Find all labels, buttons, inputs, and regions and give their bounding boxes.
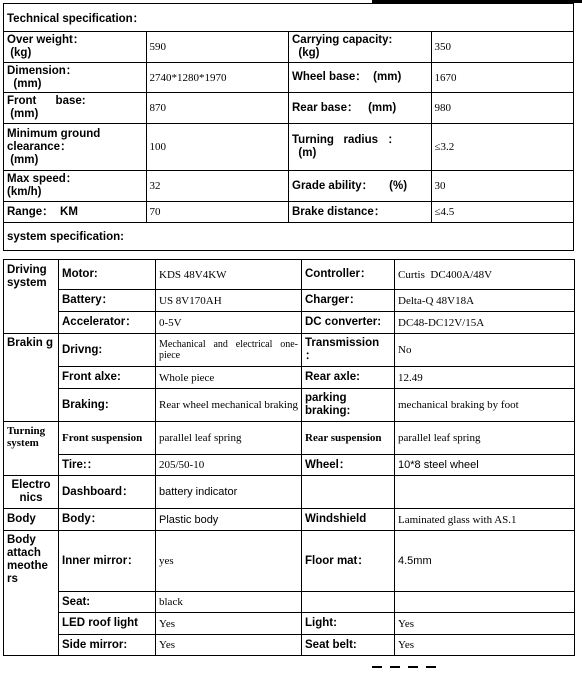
seat-belt-value: Yes bbox=[395, 635, 575, 656]
braking-value: Rear wheel mechanical braking bbox=[156, 389, 302, 422]
parking-braking-label: parking braking: bbox=[302, 389, 395, 422]
wheel-base-value: 1670 bbox=[431, 63, 574, 93]
dimension-value: 2740*1280*1970 bbox=[146, 63, 289, 93]
table-row bbox=[4, 32, 574, 63]
table-row bbox=[4, 531, 575, 592]
system-spec-header: system specification: bbox=[4, 223, 574, 251]
table-row bbox=[4, 312, 575, 334]
motor-value: KDS 48V4KW bbox=[156, 260, 302, 290]
table-row bbox=[4, 592, 575, 613]
grade-ability-label: Grade ability： (%) bbox=[289, 171, 432, 202]
seat-label: Seat: bbox=[59, 592, 156, 613]
empty-cell bbox=[302, 476, 395, 509]
drivng-value: Mechanical and electrical one-piece bbox=[156, 334, 302, 367]
dc-converter-label: DC converter: bbox=[302, 312, 395, 334]
cut-off-footer-marks bbox=[372, 660, 466, 665]
dashboard-label: Dashboard： bbox=[59, 476, 156, 509]
empty-cell bbox=[302, 592, 395, 613]
side-mirror-value: Yes bbox=[156, 635, 302, 656]
system-spec-table bbox=[3, 259, 575, 656]
technical-spec-header: Technical specification： bbox=[4, 4, 574, 32]
empty-cell bbox=[395, 592, 575, 613]
technical-spec-table bbox=[3, 3, 574, 251]
driving-system-group: Driving system bbox=[4, 260, 59, 334]
front-suspension-label: Front suspension bbox=[59, 422, 156, 455]
table-row bbox=[4, 202, 574, 223]
rear-base-value: 980 bbox=[431, 93, 574, 124]
rear-axle-value: 12.49 bbox=[395, 367, 575, 389]
table-row bbox=[4, 389, 575, 422]
table-row bbox=[4, 171, 574, 202]
motor-label: Motor: bbox=[59, 260, 156, 290]
max-speed-value: 32 bbox=[146, 171, 289, 202]
body-attach-group: Body attach meothe rs bbox=[4, 531, 59, 656]
ground-clearance-value: 100 bbox=[146, 124, 289, 171]
electronics-group: Electro nics bbox=[4, 476, 59, 509]
charger-label: Charger： bbox=[302, 290, 395, 312]
braking-label: Braking: bbox=[59, 389, 156, 422]
table-row bbox=[4, 260, 575, 290]
floor-mat-value: 4.5mm bbox=[395, 531, 575, 592]
transmission-label: Transmission ： bbox=[302, 334, 395, 367]
table-row bbox=[4, 63, 574, 93]
table-row bbox=[4, 635, 575, 656]
table-row bbox=[4, 367, 575, 389]
battery-value: US 8V170AH bbox=[156, 290, 302, 312]
parking-braking-value: mechanical braking by foot bbox=[395, 389, 575, 422]
controller-value: Curtis DC400A/48V bbox=[395, 260, 575, 290]
rear-base-label: Rear base： (mm) bbox=[289, 93, 432, 124]
rear-suspension-value: parallel leaf spring bbox=[395, 422, 575, 455]
turning-system-group: Turning system bbox=[4, 422, 59, 476]
windshield-value: Laminated glass with AS.1 bbox=[395, 509, 575, 531]
front-axle-value: Whole piece bbox=[156, 367, 302, 389]
brake-distance-value: ≤4.5 bbox=[431, 202, 574, 223]
accelerator-label: Accelerator： bbox=[59, 312, 156, 334]
table-row bbox=[4, 124, 574, 171]
table-row bbox=[4, 509, 575, 531]
windshield-label: Windshield bbox=[302, 509, 395, 531]
accelerator-value: 0-5V bbox=[156, 312, 302, 334]
controller-label: Controller： bbox=[302, 260, 395, 290]
side-mirror-label: Side mirror: bbox=[59, 635, 156, 656]
ground-clearance-label: Minimum ground clearance： (mm) bbox=[4, 124, 147, 171]
carrying-capacity-label: Carrying capacity: (kg) bbox=[289, 32, 432, 63]
front-base-label: Front base: (mm) bbox=[4, 93, 147, 124]
range-label: Range： KM bbox=[4, 202, 147, 223]
inner-mirror-label: Inner mirror： bbox=[59, 531, 156, 592]
rear-axle-label: Rear axle: bbox=[302, 367, 395, 389]
range-value: 70 bbox=[146, 202, 289, 223]
wheel-base-label: Wheel base： (mm) bbox=[289, 63, 432, 93]
empty-cell bbox=[395, 476, 575, 509]
drivng-label: Drivng: bbox=[59, 334, 156, 367]
max-speed-label: Max speed： (km/h) bbox=[4, 171, 147, 202]
brake-distance-label: Brake distance： bbox=[289, 202, 432, 223]
seat-value: black bbox=[156, 592, 302, 613]
dc-converter-value: DC48-DC12V/15A bbox=[395, 312, 575, 334]
over-weight-label: Over weight： (kg) bbox=[4, 32, 147, 63]
tire-label: Tire:： bbox=[59, 455, 156, 476]
table-row bbox=[4, 422, 575, 455]
rear-suspension-label: Rear suspension bbox=[302, 422, 395, 455]
over-weight-value: 590 bbox=[146, 32, 289, 63]
carrying-capacity-value: 350 bbox=[431, 32, 574, 63]
turning-radius-label: Turning radius ： (m) bbox=[289, 124, 432, 171]
light-label: Light: bbox=[302, 613, 395, 635]
table-row bbox=[4, 476, 575, 509]
front-base-value: 870 bbox=[146, 93, 289, 124]
floor-mat-label: Floor mat： bbox=[302, 531, 395, 592]
charger-value: Delta-Q 48V18A bbox=[395, 290, 575, 312]
table-row bbox=[4, 334, 575, 367]
front-axle-label: Front alxe: bbox=[59, 367, 156, 389]
led-roof-light-label: LED roof light bbox=[59, 613, 156, 635]
dimension-label: Dimension： (mm) bbox=[4, 63, 147, 93]
table-row bbox=[4, 613, 575, 635]
led-roof-light-value: Yes bbox=[156, 613, 302, 635]
wheel-value: 10*8 steel wheel bbox=[395, 455, 575, 476]
dashboard-value: battery indicator bbox=[156, 476, 302, 509]
front-suspension-value: parallel leaf spring bbox=[156, 422, 302, 455]
light-value: Yes bbox=[395, 613, 575, 635]
inner-mirror-value: yes bbox=[156, 531, 302, 592]
body-value: Plastic body bbox=[156, 509, 302, 531]
table-row bbox=[4, 455, 575, 476]
body-label: Body： bbox=[59, 509, 156, 531]
table-row bbox=[4, 290, 575, 312]
tire-value: 205/50-10 bbox=[156, 455, 302, 476]
body-group: Body bbox=[4, 509, 59, 531]
turning-radius-value: ≤3.2 bbox=[431, 124, 574, 171]
battery-label: Battery： bbox=[59, 290, 156, 312]
table-row bbox=[4, 93, 574, 124]
grade-ability-value: 30 bbox=[431, 171, 574, 202]
transmission-value: No bbox=[395, 334, 575, 367]
seat-belt-label: Seat belt: bbox=[302, 635, 395, 656]
wheel-label: Wheel： bbox=[302, 455, 395, 476]
braking-system-group: Brakin g bbox=[4, 334, 59, 422]
